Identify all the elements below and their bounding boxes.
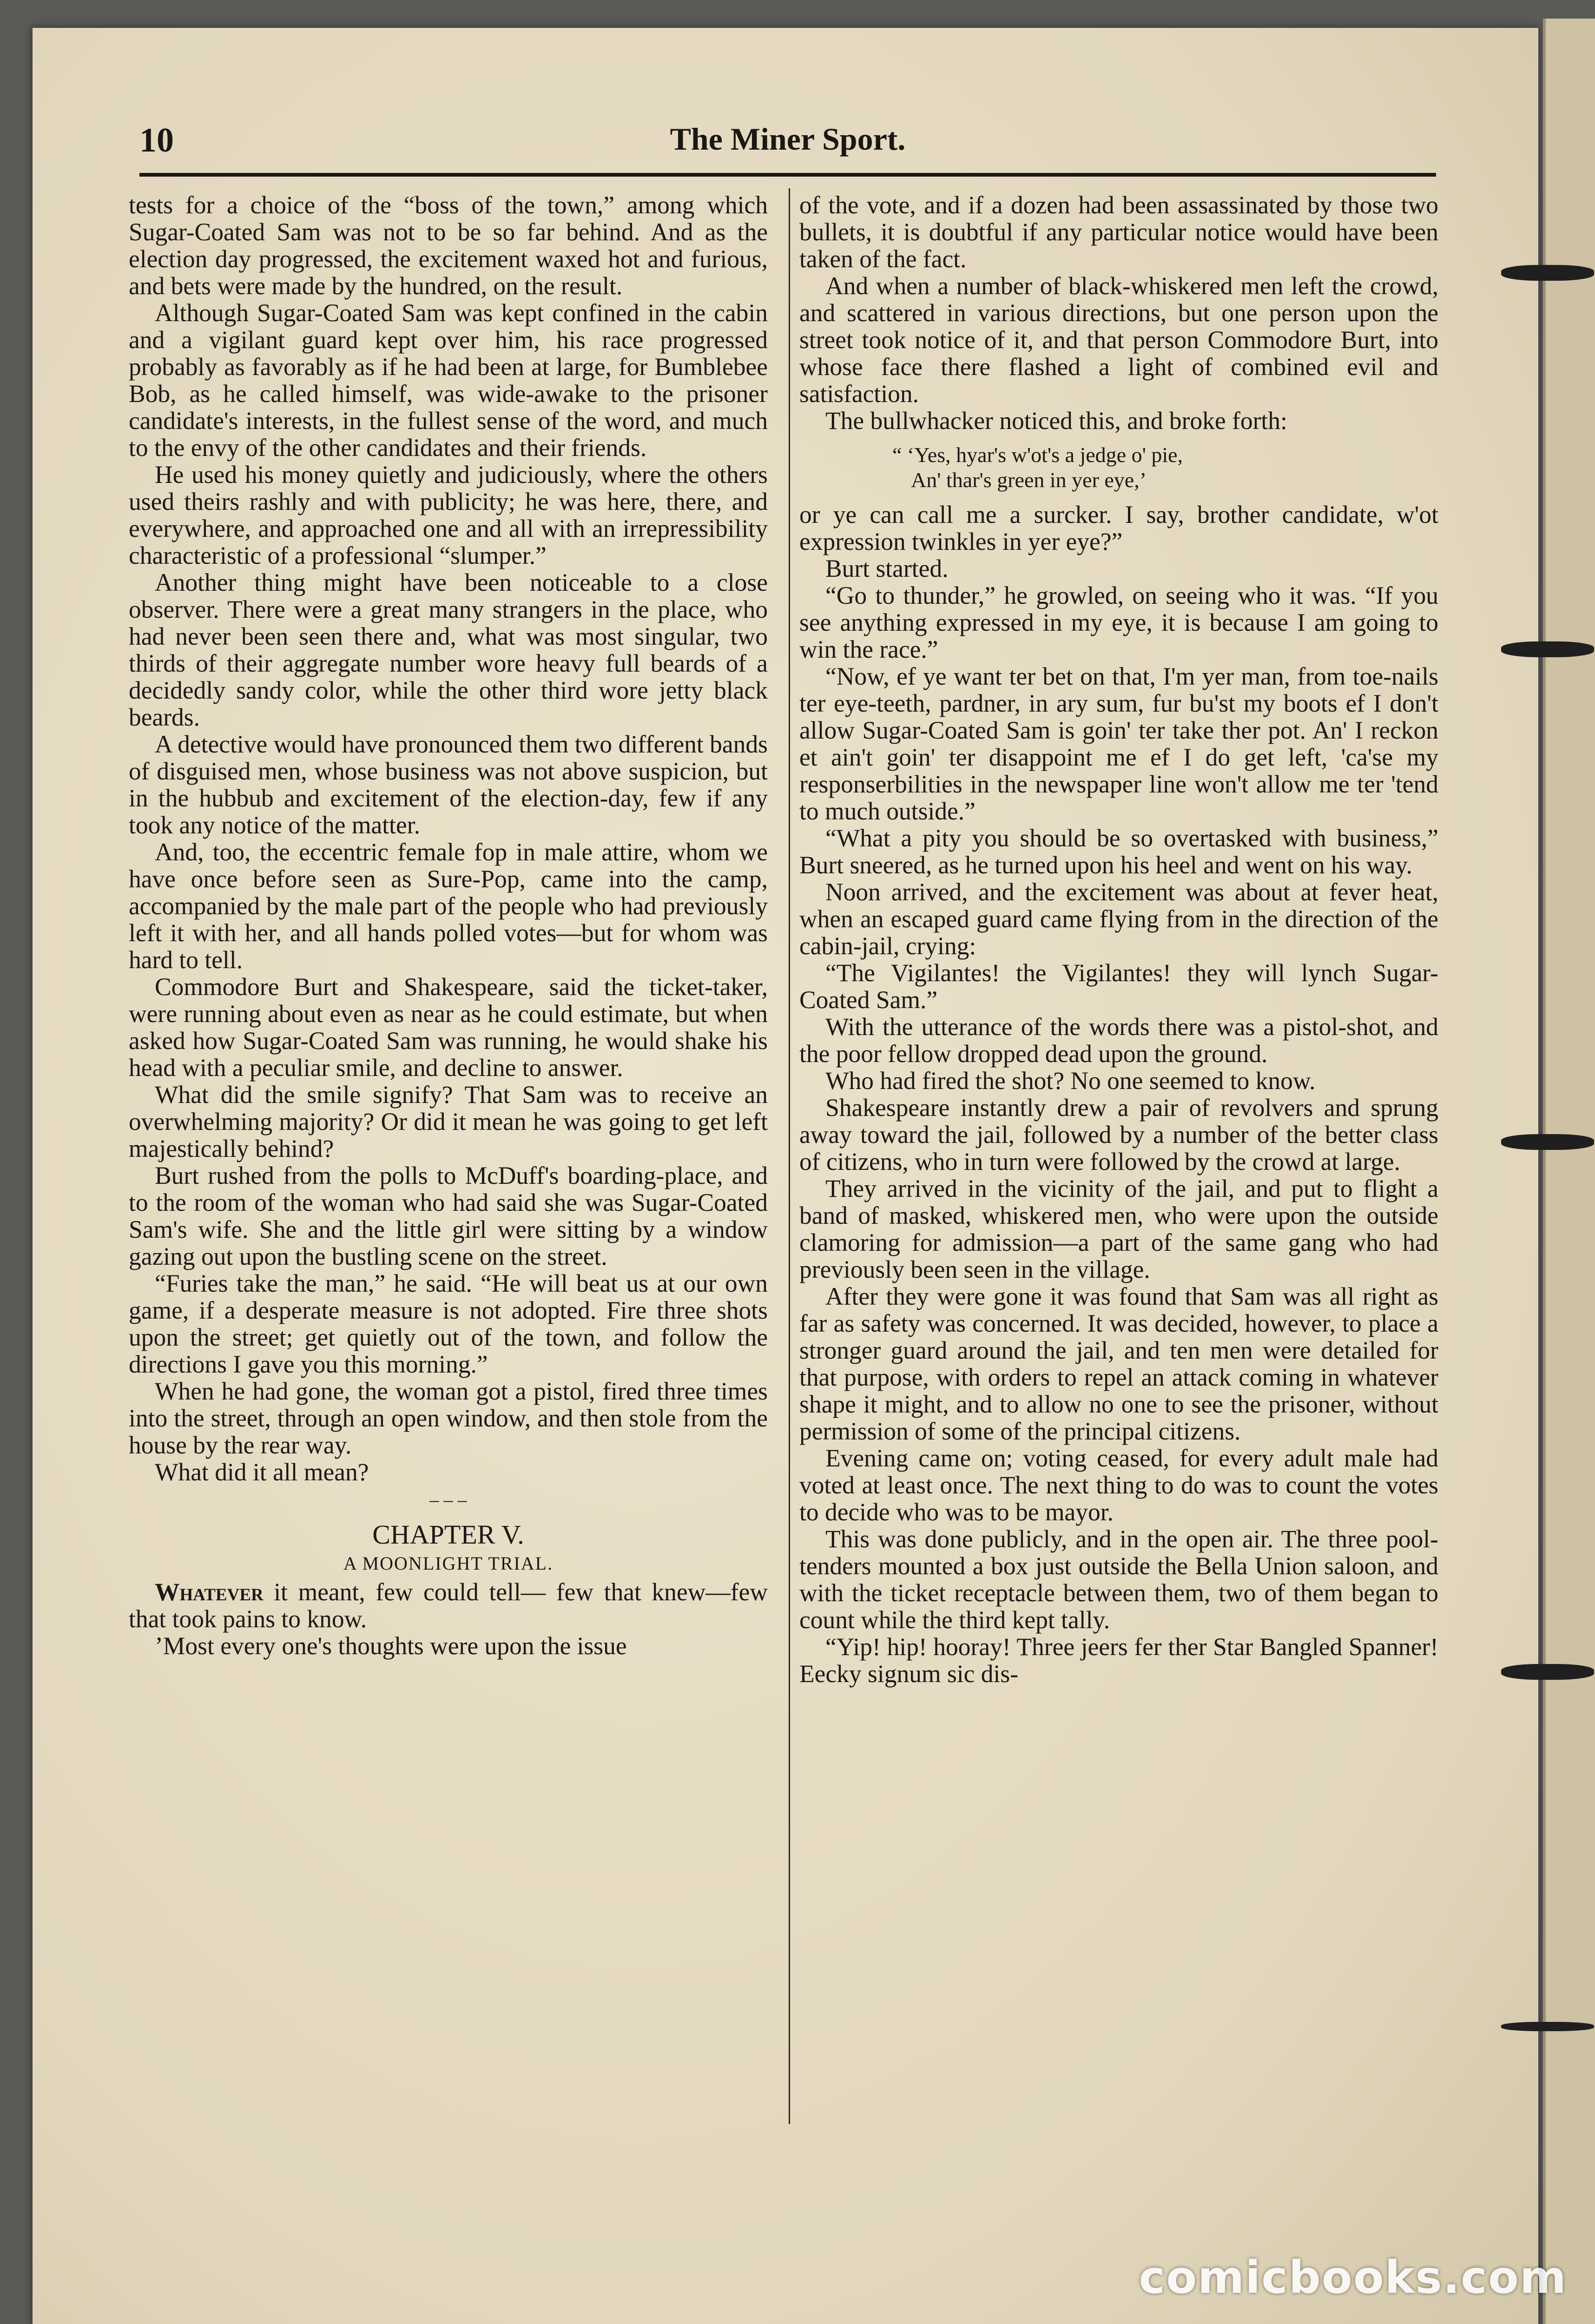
- paragraph: of the vote, and if a dozen had been assassinated by those two bullets, it is doubtful if any particular notice would have been taken of the fact.: [799, 191, 1438, 273]
- header-rule: [139, 173, 1436, 177]
- chapter-heading: CHAPTER V.: [372, 1519, 524, 1550]
- right-column: [799, 191, 1438, 1687]
- paragraph: “Now, ef ye want ter bet on that, I'm yer man, from toe-nails ter eye-teeth, pardner, in ary sum, fur bu'st my boots ef I don't allow Sugar-Coated Sam is goin' ter take ther pot. An' I reckon et ain't goin' ter disappoint me ef I do get left, 'ca'se my responserbilities in the newspaper line won't allow me ter 'tend to much outside.”: [799, 662, 1438, 825]
- paragraph: Burt rushed from the polls to McDuff's boarding-place, and to the room of the woman who had said she was Sugar-Coated Sam's wife. She and the little girl were sitting by a window gazing out upon the bustling scene on the street.: [129, 1162, 768, 1270]
- paragraph: or ye can call me a surcker. I say, brother candidate, w'ot expression twinkles in yer eye?”: [799, 501, 1438, 555]
- binding-staple-mark: [1501, 265, 1594, 281]
- left-column: [129, 191, 768, 1659]
- paragraph: Commodore Burt and Shakespeare, said the ticket-taker, were running about even as near as he could estimate, but when asked how Sugar-Coated Sam was running, he would shake his head with a peculiar smile, and decline to answer.: [129, 973, 768, 1082]
- paragraph: And when a number of black-whiskered men left the crowd, and scattered in various directions, but one person upon the street took notice of it, and that person Commodore Burt, into whose face there flashed a light of combined evil and satisfaction.: [799, 272, 1438, 408]
- paragraph: “Go to thunder,” he growled, on seeing who it was. “If you see anything expressed in my eye, it is because I am going to win the race.”: [799, 581, 1438, 663]
- paragraph: What did the smile signify? That Sam was to receive an overwhelming majority? Or did it mean he was going to get left majestically behind?: [129, 1081, 768, 1162]
- paragraph: The bullwhacker noticed this, and broke forth:: [825, 407, 1287, 435]
- watermark: comicbooks.com: [1139, 2251, 1567, 2304]
- paragraph: Although Sugar-Coated Sam was kept confined in the cabin and a vigilant guard kept over him, his race progressed probably as favorably as if he had been at large, for Bumblebee Bob, as he called himself, was wide-awake to the prisoner candidate's interests, in the fullest sense of the word, and much to the envy of the other candidates and their friends.: [129, 299, 768, 462]
- page-header: [139, 116, 1436, 167]
- page-number: 10: [139, 121, 174, 159]
- paragraph: After they were gone it was found that Sam was all right as far as safety was concerned. It was decided, however, to place a stronger guard around the jail, and ten men were detailed for that purpose, with orders to repel an attack coming in whatever shape it might, and to allow no one to see the prisoner, without permission of some of the principal citizens.: [799, 1282, 1438, 1445]
- paragraph: tests for a choice of the “boss of the town,” among which Sugar-Coated Sam was not to be so far behind. And as the election day progressed, the excitement waxed hot and furious, and bets were made by the hundred, on the result.: [129, 191, 768, 300]
- paragraph: Another thing might have been noticeable to a close observer. There were a great many strangers in the place, who had never been seen there and, what was most singular, two thirds of their aggregate number wore heavy full beards of a decidedly sandy color, while the other third wore jetty black beards.: [129, 568, 768, 731]
- paragraph: “What a pity you should be so overtasked with business,” Burt sneered, as he turned upon his heel and went on his way.: [799, 824, 1438, 879]
- paragraph-text: it meant, few could tell— few that knew—few that took pains to know.: [129, 1578, 768, 1633]
- verse-quote: [892, 442, 1438, 493]
- paragraph: What did it all mean?: [155, 1458, 369, 1486]
- paragraph: And, too, the eccentric female fop in male attire, whom we have once before seen as Sure-Pop, came into the camp, accompanied by the male part of the people who had previously left it with her, and all hands polled votes—but for whom was hard to tell.: [129, 838, 768, 974]
- binding-staple-mark: [1501, 1664, 1594, 1680]
- paragraph: Evening came on; voting ceased, for every adult male had voted at least once. The next thing to do was to count the votes to decide who was to be mayor.: [799, 1444, 1438, 1526]
- paragraph: With the utterance of the words there was a pistol-shot, and the poor fellow dropped dead upon the ground.: [799, 1013, 1438, 1068]
- paragraph: This was done publicly, and in the open air. The three pool-tenders mounted a box just outside the Bella Union saloon, and with the ticket receptacle between them, two of them began to count while the third kept tally.: [799, 1525, 1438, 1634]
- running-title: The Miner Sport.: [670, 121, 906, 157]
- paragraph: “Furies take the man,” he said. “He will beat us at our own game, if a desperate measure is not adopted. Fire three shots upon the street; get quietly out of the town, and follow the directions I gave you this morning.”: [129, 1269, 768, 1378]
- paragraph: “Yip! hip! hooray! Three jeers fer ther Star Bangled Spanner! Eecky signum sic dis-: [799, 1633, 1438, 1688]
- paragraph: “The Vigilantes! the Vigilantes! they will lynch Sugar-Coated Sam.”: [799, 959, 1438, 1014]
- paragraph: Burt started.: [825, 555, 949, 582]
- paragraph: They arrived in the vicinity of the jail, and put to flight a band of masked, whiskered men, who were upon the outside clamoring for admission—a part of the same gang who had previously been seen in the village.: [799, 1175, 1438, 1283]
- paragraph: ’Most every one's thoughts were upon the issue: [155, 1632, 627, 1660]
- verse-line: An' thar's green in yer eye,’: [911, 468, 1147, 492]
- binding-strip: [1543, 19, 1595, 2324]
- paragraph: Who had fired the shot? No one seemed to know.: [825, 1067, 1316, 1095]
- verse-line: “ ‘Yes, hyar's w'ot's a jedge o' pie,: [892, 443, 1183, 467]
- binding-staple-mark: [1501, 641, 1594, 657]
- paragraph: When he had gone, the woman got a pistol, fired three times into the street, through an open window, and then stole from the house by the rear way.: [129, 1377, 768, 1459]
- paragraph: Shakespeare instantly drew a pair of revolvers and sprung away toward the jail, followed by a number of the better class of citizens, who in turn were followed by the crowd at large.: [799, 1094, 1438, 1175]
- paragraph: A detective would have pronounced them two different bands of disguised men, whose business was not above suspicion, but in the hubbub and excitement of the election-day, few if any took any notice of the matter.: [129, 730, 768, 839]
- chapter-lead-word: Whatever: [155, 1578, 264, 1606]
- section-separator: – – –: [429, 1489, 467, 1510]
- paragraph: [129, 1578, 768, 1632]
- binding-staple-mark: [1501, 1134, 1594, 1150]
- column-divider: [789, 188, 790, 2124]
- chapter-title: A MOONLIGHT TRIAL.: [343, 1553, 554, 1574]
- paragraph: He used his money quietly and judiciously, where the others used theirs rashly and with publicity; he was here, there, and everywhere, and approached one and all with an irrepressibility characteristic of a professional “slumper.”: [129, 461, 768, 569]
- binding-staple-mark: [1501, 2022, 1594, 2031]
- paragraph: Noon arrived, and the excitement was about at fever heat, when an escaped guard came flying from in the direction of the cabin-jail, crying:: [799, 878, 1438, 960]
